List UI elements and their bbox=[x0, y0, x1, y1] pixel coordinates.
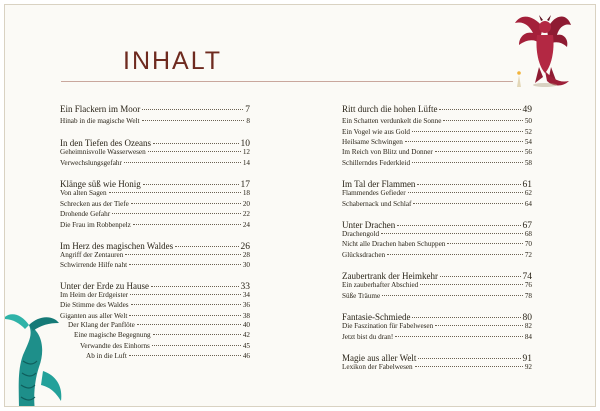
dot-leader bbox=[408, 192, 523, 193]
toc-page-number: 40 bbox=[242, 321, 250, 329]
toc-entry-title: Die Faszination für Fabelwesen bbox=[342, 322, 434, 330]
toc-entry-title: Schrecken aus der Tiefe bbox=[60, 200, 129, 208]
toc-entry-title: Unter der Erde zu Hause bbox=[60, 281, 149, 291]
dot-leader bbox=[152, 345, 241, 346]
toc-page-number: 18 bbox=[242, 189, 250, 197]
toc-page-number: 70 bbox=[524, 240, 532, 248]
toc-entry-title: Ein Vogel wie aus Gold bbox=[342, 128, 411, 136]
toc-entry-title: Klänge süß wie Honig bbox=[60, 179, 141, 189]
toc-page-number: 10 bbox=[240, 139, 250, 149]
toc-page-number: 45 bbox=[242, 342, 250, 350]
dot-leader bbox=[395, 336, 523, 337]
dot-leader bbox=[148, 151, 241, 152]
title-divider bbox=[61, 81, 513, 82]
toc-entry-title: Im Heim der Erdgeister bbox=[60, 291, 129, 299]
toc-page-number: 34 bbox=[242, 291, 250, 299]
toc-entry-title: Verwechslungsgefahr bbox=[60, 159, 122, 167]
dot-leader bbox=[435, 151, 523, 152]
toc-entry-title: Drachengold bbox=[342, 230, 380, 238]
dot-leader bbox=[153, 334, 241, 335]
toc-entry bbox=[60, 221, 250, 230]
toc-entry bbox=[60, 301, 250, 310]
toc-entry-title: Im Reich von Blitz und Donner bbox=[342, 148, 433, 156]
dot-leader bbox=[129, 355, 241, 356]
dot-leader bbox=[142, 109, 243, 110]
dot-leader bbox=[129, 264, 241, 265]
dot-leader bbox=[130, 294, 241, 295]
dot-leader bbox=[439, 109, 520, 110]
toc-entry-title: Verwandte des Einhorns bbox=[80, 342, 150, 350]
page-title: INHALT bbox=[123, 47, 223, 75]
toc-page-number: 12 bbox=[242, 148, 250, 156]
mermaid-tail-illustration bbox=[4, 311, 79, 407]
toc-page-number: 84 bbox=[524, 333, 532, 341]
toc-entry-title: Lexikon der Fabelwesen bbox=[342, 363, 413, 371]
toc-page-number: 7 bbox=[245, 105, 250, 115]
toc-page-number: 49 bbox=[522, 105, 532, 115]
toc-page-number: 76 bbox=[524, 281, 532, 289]
dot-leader bbox=[137, 324, 241, 325]
toc-page-number: 22 bbox=[242, 210, 250, 218]
toc-page-number: 54 bbox=[524, 138, 532, 146]
toc-entry-title: Eine magische Begegnung bbox=[74, 331, 151, 339]
dot-leader bbox=[397, 225, 520, 226]
toc-entry-title: Ritt durch die hohen Lüfte bbox=[342, 104, 438, 114]
dot-leader bbox=[435, 325, 523, 326]
toc-page-number: 20 bbox=[242, 200, 250, 208]
toc-entry-title: Ein zauberhafter Abschied bbox=[342, 281, 419, 289]
toc-entry bbox=[60, 251, 250, 260]
toc-entry bbox=[342, 333, 532, 342]
dot-leader bbox=[382, 295, 523, 296]
dot-leader bbox=[440, 276, 521, 277]
toc-entry bbox=[342, 138, 532, 147]
toc-page-number: 50 bbox=[524, 117, 532, 125]
toc-entry-title: Schwirrende Hilfe naht bbox=[60, 261, 128, 269]
toc-entry-title: Giganten aus aller Welt bbox=[60, 312, 128, 320]
toc-page-number: 80 bbox=[522, 313, 532, 323]
toc-page-number: 61 bbox=[522, 180, 532, 190]
toc-page-number: 52 bbox=[524, 128, 532, 136]
toc-page-number: 38 bbox=[242, 312, 250, 320]
toc-entry bbox=[342, 281, 532, 290]
toc-entry bbox=[60, 261, 250, 270]
toc-entry bbox=[60, 210, 250, 219]
toc-entry-title: Der Klang der Panflöte bbox=[68, 321, 135, 329]
toc-page-number: 91 bbox=[522, 354, 532, 364]
toc-page-number: 24 bbox=[242, 221, 250, 229]
toc-entry bbox=[342, 322, 532, 331]
toc-page-number: 28 bbox=[242, 251, 250, 259]
toc-entry-title: Nicht alle Drachen haben Schuppen bbox=[342, 240, 446, 248]
dot-leader bbox=[412, 162, 523, 163]
toc-entry-title: Glücksdrachen bbox=[342, 251, 386, 259]
dot-leader bbox=[131, 203, 241, 204]
dot-leader bbox=[124, 162, 241, 163]
toc-page-number: 62 bbox=[524, 189, 532, 197]
dot-leader bbox=[151, 286, 239, 287]
toc-chapter bbox=[342, 104, 532, 116]
toc-page-number: 58 bbox=[524, 159, 532, 167]
dot-leader bbox=[112, 213, 241, 214]
dot-leader bbox=[418, 358, 520, 359]
toc-entry-title: Die Stimme des Waldes bbox=[60, 301, 129, 309]
toc-page-number: 26 bbox=[240, 242, 250, 252]
dot-leader bbox=[420, 284, 523, 285]
dot-leader bbox=[153, 143, 239, 144]
toc-entry-title: Flammendes Gefieder bbox=[342, 189, 406, 197]
toc-entry bbox=[342, 159, 532, 168]
toc-entry-title: Im Herz des magischen Waldes bbox=[60, 241, 174, 251]
dot-leader bbox=[133, 224, 241, 225]
toc-entry bbox=[342, 148, 532, 157]
toc-page-number: 78 bbox=[524, 292, 532, 300]
toc-entry bbox=[60, 321, 250, 330]
dot-leader bbox=[125, 254, 240, 255]
toc-chapter bbox=[60, 104, 250, 116]
toc-entry-title: Zaubertrank der Heimkehr bbox=[342, 271, 438, 281]
toc-entry bbox=[342, 128, 532, 137]
toc-page-number: 72 bbox=[524, 251, 532, 259]
dot-leader bbox=[417, 184, 520, 185]
toc-entry-title: Geheimnisvolle Wasserwesen bbox=[60, 148, 146, 156]
toc-entry-title: Schabernack und Schlaf bbox=[342, 200, 412, 208]
toc-page-number: 36 bbox=[242, 301, 250, 309]
toc-entry-title: Magie aus aller Welt bbox=[342, 353, 417, 363]
dot-leader bbox=[143, 184, 239, 185]
toc-page-number: 33 bbox=[240, 282, 250, 292]
toc-entry bbox=[342, 117, 532, 126]
toc-entry-title: Jetzt bist du dran! bbox=[342, 333, 394, 341]
toc-page-number: 64 bbox=[524, 200, 532, 208]
toc-entry-title: Heilsame Schwingen bbox=[342, 138, 403, 146]
dot-leader bbox=[387, 254, 523, 255]
toc-entry-title: Unter Drachen bbox=[342, 220, 396, 230]
dot-leader bbox=[381, 233, 523, 234]
toc-entry bbox=[342, 200, 532, 209]
toc-entry bbox=[60, 331, 250, 340]
toc-entry-title: Ein Schatten verdunkelt die Sonne bbox=[342, 117, 442, 125]
dot-leader bbox=[131, 304, 241, 305]
book-page bbox=[4, 4, 596, 407]
toc-page-number: 56 bbox=[524, 148, 532, 156]
toc-page-number: 74 bbox=[522, 272, 532, 282]
toc-entry-title: Im Tal der Flammen bbox=[342, 179, 416, 189]
dot-leader bbox=[142, 120, 245, 121]
toc-page-number: 42 bbox=[242, 331, 250, 339]
dot-leader bbox=[447, 243, 522, 244]
toc-page-number: 8 bbox=[246, 117, 250, 125]
toc-page-number: 82 bbox=[524, 322, 532, 330]
toc-entry-title: Angriff der Zentauren bbox=[60, 251, 124, 259]
dot-leader bbox=[413, 203, 522, 204]
toc-page-number: 68 bbox=[524, 230, 532, 238]
toc-entry bbox=[342, 230, 532, 239]
toc-entry-title: Ein Flackern im Moor bbox=[60, 104, 141, 114]
toc-page-number: 67 bbox=[522, 221, 532, 231]
toc-entry-title: Von alten Sagen bbox=[60, 189, 107, 197]
toc-entry-title: Hinab in die magische Welt bbox=[60, 117, 140, 125]
toc-entry-title: Fantasie-Schmiede bbox=[342, 312, 411, 322]
toc-entry bbox=[342, 189, 532, 198]
toc-entry-title: Drohende Gefahr bbox=[60, 210, 111, 218]
toc-entry-title: Süße Träume bbox=[342, 292, 381, 300]
dot-leader bbox=[412, 131, 523, 132]
toc-entry bbox=[60, 117, 250, 126]
toc-entry bbox=[60, 159, 250, 168]
toc-entry bbox=[342, 251, 532, 260]
toc-page-number: 30 bbox=[242, 261, 250, 269]
toc-entry-title: Ab in die Luft bbox=[86, 352, 127, 360]
toc-entry bbox=[60, 200, 250, 209]
toc-entry bbox=[60, 148, 250, 157]
dot-leader bbox=[175, 246, 238, 247]
dot-leader bbox=[412, 317, 520, 318]
toc-entry bbox=[342, 363, 532, 372]
dot-leader bbox=[109, 192, 241, 193]
toc-page-number: 92 bbox=[524, 363, 532, 371]
toc-entry bbox=[60, 342, 250, 351]
toc-entry bbox=[342, 240, 532, 249]
dot-leader bbox=[415, 366, 523, 367]
toc-entry bbox=[342, 292, 532, 301]
toc-entry-title: In den Tiefen des Ozeans bbox=[60, 138, 151, 148]
dot-leader bbox=[129, 315, 240, 316]
toc-entry bbox=[60, 352, 250, 361]
toc-entry bbox=[60, 189, 250, 198]
toc-page-number: 14 bbox=[242, 159, 250, 167]
toc-entry bbox=[60, 291, 250, 300]
dragon-illustration bbox=[513, 7, 573, 99]
toc-page-number: 46 bbox=[242, 352, 250, 360]
toc-page-number: 17 bbox=[240, 180, 250, 190]
toc-entry bbox=[60, 312, 250, 321]
dot-leader bbox=[443, 120, 522, 121]
toc-entry-title: Schillerndes Federkleid bbox=[342, 159, 411, 167]
toc-entry-title: Die Frau im Robbenpelz bbox=[60, 221, 131, 229]
dot-leader bbox=[405, 141, 523, 142]
